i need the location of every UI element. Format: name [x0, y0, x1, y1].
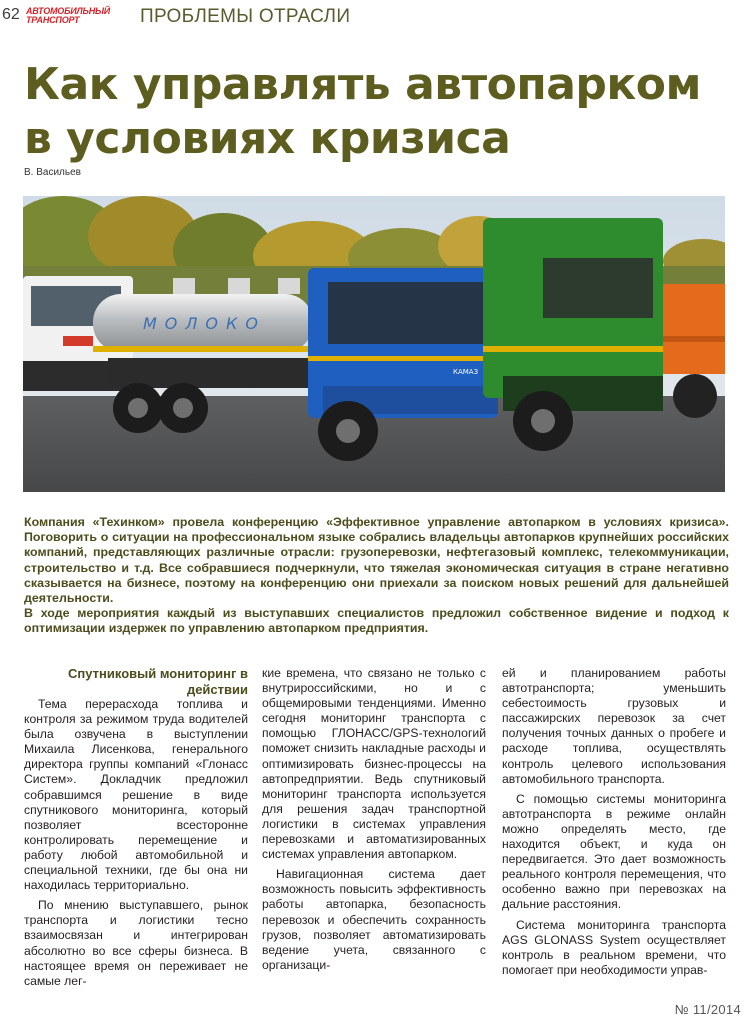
subheading: Спутниковый мониторинг в действии [68, 666, 248, 697]
lead-paragraph [24, 515, 729, 637]
article-photo [23, 196, 725, 492]
paragraph: С помощью системы мониторинга автотранспорта в режиме онлайн можно определять место, где находится объект, и куда он передвигается. Это дает возможность реального контроля перемещения, что особенно важно при перевозках на дальние расстояния. [502, 791, 726, 912]
lead-paragraph-2: В ходе мероприятия каждый из выступавших специалистов предложил собственное видение и подход к оптимизации издержек по управлению автопарком предприятия. [24, 606, 729, 636]
text-column-3 [502, 666, 726, 978]
issue-number: № 11/2014 [674, 1002, 741, 1017]
text-column-2 [262, 666, 486, 973]
paragraph: Навигационная система дает возможность повысить эффективность работы автопарка, безопасность перевозок и обеспечить сохранность грузов, позволяет автоматизировать ведение учета, связанного с организаци- [262, 867, 486, 972]
lead-paragraph-1: Компания «Техинком» провела конференцию «Эффективное управление автопарком в условиях кризиса». Поговорить о ситуации на профессиональном языке собрались владельцы автопарков крупнейших российских компаний, представляющих различные отрасли: грузоперевозки, нефтегазовый комплекс, телекоммуникации, строительство и т.д. Все собравшиеся подчеркнули, что тяжелая экономическая ситуация в стране негативно сказывается на бизнесе, поэтому на конференцию они приехали за поиском новых решений для дальнейшей деятельности. [24, 515, 729, 606]
magazine-logo [26, 7, 118, 25]
paragraph: Система мониторинга транспорта AGS GLONASS System осуществляет контроль в реальном времени, что помогает при необходимости управ- [502, 917, 726, 977]
paragraph: Тема перерасхода топлива и контроля за режимом труда водителей была озвучена в выступлении Михаила Лисенкова, генерального директора группы компаний «Глонасс Систем». Докладчик предложил собравшимся решение в виде спутникового мониторинга, который позволяет всесторонне контролировать перемещение и работу любой автомобильной и специальной техники, где бы она ни находилась территориально. [24, 697, 248, 893]
magazine-logo-line2: ТРАНСПОРТ [26, 15, 80, 25]
paragraph: ей и планированием работы автотранспорта; уменьшить себестоимость грузовых и пассажирских перевозок за счет получения точных данных о пробеге и расходе топлива, осуществлять контроль целевого использования автомобильного транспорта. [502, 666, 726, 786]
page-header [0, 4, 755, 26]
article-title-line2: в условиях кризиса [24, 113, 511, 164]
article-author: В. Васильев [24, 167, 81, 178]
magazine-logo-line1: АВТОМОБИЛЬНЫЙ [26, 6, 111, 16]
article-title [24, 58, 744, 166]
section-title: ПРОБЛЕМЫ ОТРАСЛИ [140, 6, 351, 27]
cab-lettering: КАМАЗ [453, 368, 479, 376]
tank-lettering: МОЛОКО [143, 314, 266, 333]
text-column-1 [24, 666, 248, 989]
paragraph: кие времена, что связано не только с внутрироссийскими, но и с общемировыми тенденциями. Именно сегодня мониторинг транспорта с помощью ГЛОНАСС/GPS-технологий поможет снизить накладные расходы и оптимизировать бизнес-процессы на автопредприятии. Ведь спутниковый мониторинг транспорта используется для решения задач транспортной логистики в системах управления перевозками и автоматизированных системах управления автопарком. [262, 666, 486, 862]
page-number: 62 [2, 6, 20, 23]
article-title-line1: Как управлять автопарком [24, 59, 701, 110]
paragraph: По мнению выступавшего, рынок транспорта и логистики тесно взаимосвязан и интегрирован абсолютно во все сферы бизнеса. В настоящее время он переживает не самые лег- [24, 898, 248, 988]
